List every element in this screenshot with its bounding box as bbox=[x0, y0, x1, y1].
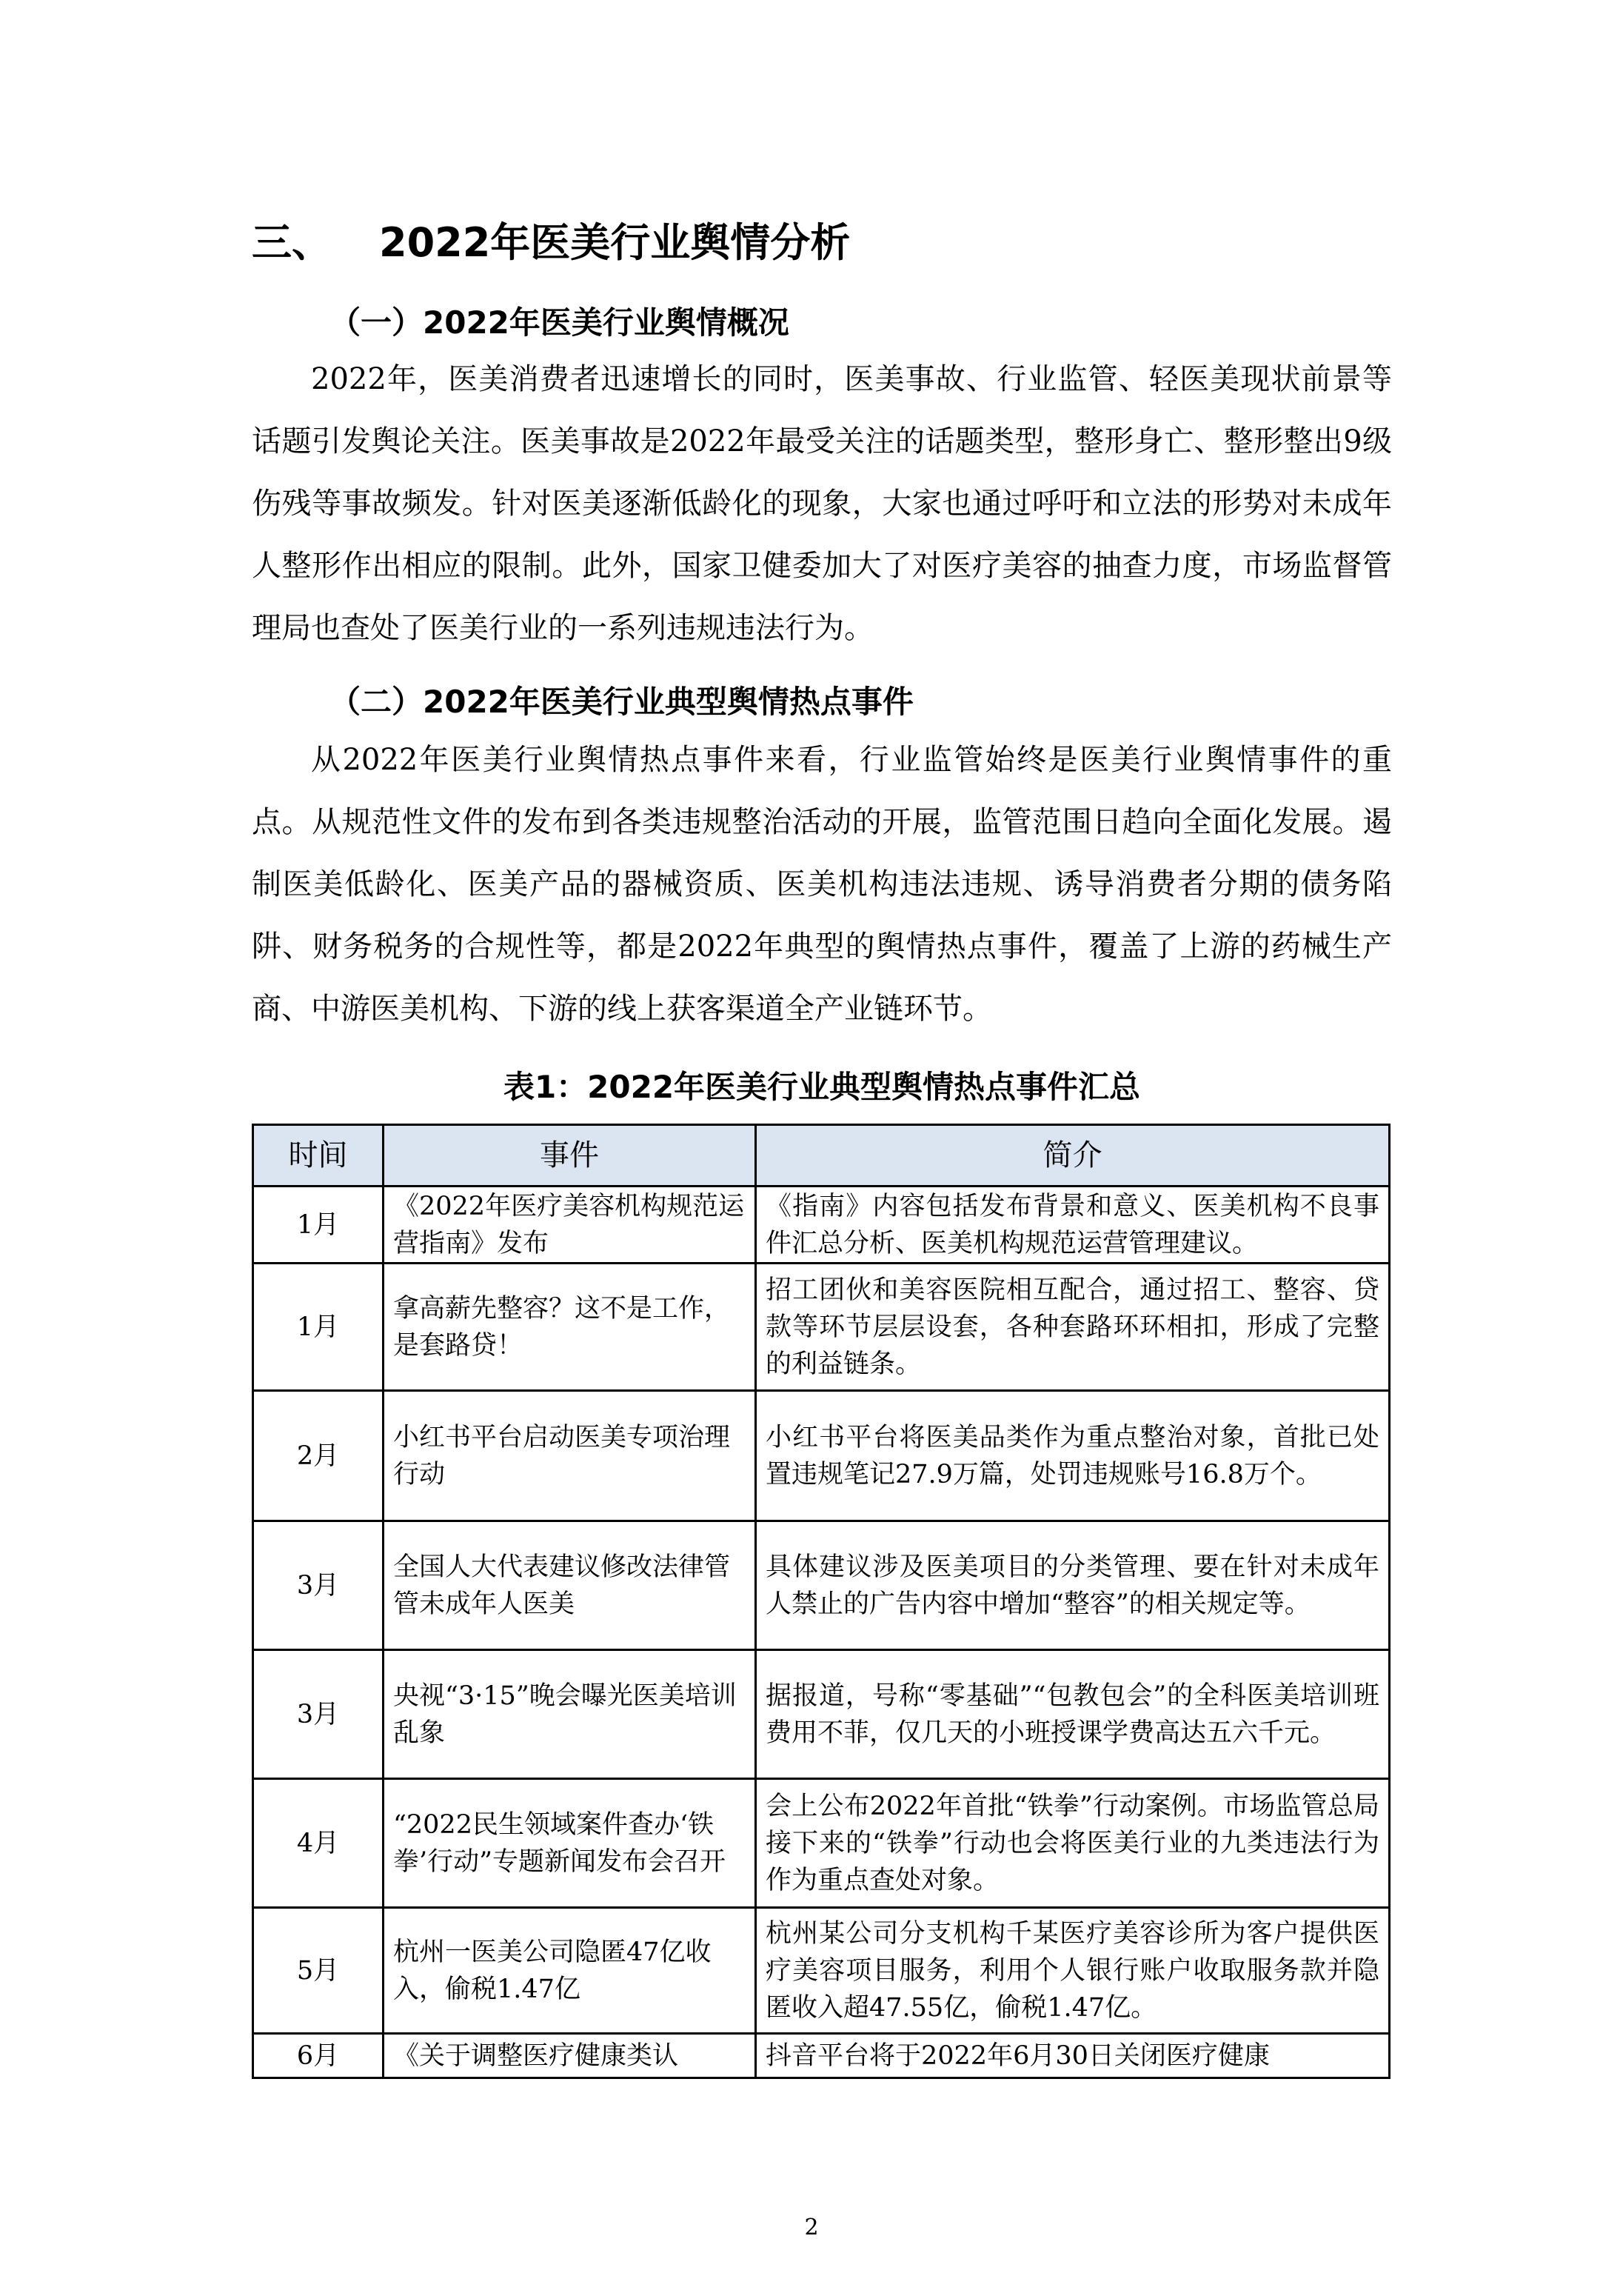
row-time: 5月 bbox=[253, 1908, 384, 2034]
row-event: 《关于调整医疗健康类认 bbox=[384, 2034, 756, 2078]
row-time: 2月 bbox=[253, 1391, 384, 1521]
row-time: 3月 bbox=[253, 1521, 384, 1650]
row-desc: 抖音平台将于2022年6月30日关闭医疗健康 bbox=[756, 2034, 1390, 2078]
row-desc: 杭州某公司分支机构千某医疗美容诊所为客户提供医疗美容项目服务，利用个人银行账户收取服务款并隐匿收入超47.55亿，偷税1.47亿。 bbox=[756, 1908, 1390, 2034]
subsection-1-paragraph: 2022年，医美消费者迅速增长的同时，医美事故、行业监管、轻医美现状前景等话题引发舆论关注。医美事故是2022年最受关注的话题类型，整形身亡、整形整出9级伤残等事故频发。针对医美逐渐低龄化的现象，大家也通过呼吁和立法的形势对未成年人整形作出相应的限制。此外，国家卫健委加大了对医疗美容的抽查力度，市场监督管理局也查处了医美行业的一系列违规违法行为。 bbox=[252, 362, 1392, 645]
subsection-2-paragraph: 从2022年医美行业舆情热点事件来看，行业监管始终是医美行业舆情事件的重点。从规范性文件的发布到各类违规整治活动的开展，监管范围日趋向全面化发展。遏制医美低龄化、医美产品的器械资质、医美机构违法违规、诱导消费者分期的债务陷阱、财务税务的合规性等，都是2022年典型的舆情热点事件，覆盖了上游的药械生产商、中游医美机构、下游的线上获客渠道全产业链环节。 bbox=[252, 743, 1392, 1026]
events-table bbox=[252, 1124, 1391, 2079]
row-desc: 《指南》内容包括发布背景和意义、医美机构不良事件汇总分析、医美机构规范运营管理建议。 bbox=[756, 1187, 1390, 1264]
row-time: 6月 bbox=[253, 2034, 384, 2078]
row-time: 3月 bbox=[253, 1650, 384, 1779]
row-desc: 小红书平台将医美品类作为重点整治对象，首批已处置违规笔记27.9万篇，处罚违规账号16.8万个。 bbox=[756, 1391, 1390, 1521]
header-event: 事件 bbox=[384, 1125, 756, 1187]
table-header-row bbox=[253, 1125, 1390, 1187]
table-row bbox=[253, 1264, 1390, 1391]
table-row bbox=[253, 1187, 1390, 1264]
row-event: 《2022年医疗美容机构规范运营指南》发布 bbox=[384, 1187, 756, 1264]
row-time: 1月 bbox=[253, 1264, 384, 1391]
row-event: 杭州一医美公司隐匿47亿收入，偷税1.47亿 bbox=[384, 1908, 756, 2034]
subsection-1-title: （一）2022年医美行业舆情概况 bbox=[329, 304, 789, 341]
table-row bbox=[253, 1779, 1390, 1908]
table-caption: 表1：2022年医美行业典型舆情热点事件汇总 bbox=[503, 1069, 1141, 1105]
row-event: 拿高薪先整容？这不是工作，是套路贷！ bbox=[384, 1264, 756, 1391]
page-number: 2 bbox=[804, 2215, 819, 2240]
table-row bbox=[253, 2034, 1390, 2078]
section-number: 三、 bbox=[252, 219, 332, 266]
table-row bbox=[253, 1521, 1390, 1650]
header-time: 时间 bbox=[253, 1125, 384, 1187]
row-event: “2022民生领域案件查办‘铁拳’行动”专题新闻发布会召开 bbox=[384, 1779, 756, 1908]
header-desc: 简介 bbox=[756, 1125, 1390, 1187]
row-desc: 具体建议涉及医美项目的分类管理、要在针对未成年人禁止的广告内容中增加“整容”的相关规定等。 bbox=[756, 1521, 1390, 1650]
row-time: 4月 bbox=[253, 1779, 384, 1908]
table-row bbox=[253, 1650, 1390, 1779]
row-event: 全国人大代表建议修改法律管管未成年人医美 bbox=[384, 1521, 756, 1650]
row-time: 1月 bbox=[253, 1187, 384, 1264]
row-event: 央视“3·15”晚会曝光医美培训乱象 bbox=[384, 1650, 756, 1779]
section-title: 2022年医美行业舆情分析 bbox=[379, 219, 851, 266]
row-event: 小红书平台启动医美专项治理行动 bbox=[384, 1391, 756, 1521]
row-desc: 招工团伙和美容医院相互配合，通过招工、整容、贷款等环节层层设套，各种套路环环相扣，形成了完整的利益链条。 bbox=[756, 1264, 1390, 1391]
subsection-2-title: （二）2022年医美行业典型舆情热点事件 bbox=[329, 684, 914, 720]
row-desc: 据报道，号称“零基础”“包教包会”的全科医美培训班费用不菲，仅几天的小班授课学费高达五六千元。 bbox=[756, 1650, 1390, 1779]
table-row bbox=[253, 1908, 1390, 2034]
section-heading bbox=[252, 211, 850, 268]
table-row bbox=[253, 1391, 1390, 1521]
row-desc: 会上公布2022年首批“铁拳”行动案例。市场监管总局接下来的“铁拳”行动也会将医美行业的九类违法行为作为重点查处对象。 bbox=[756, 1779, 1390, 1908]
